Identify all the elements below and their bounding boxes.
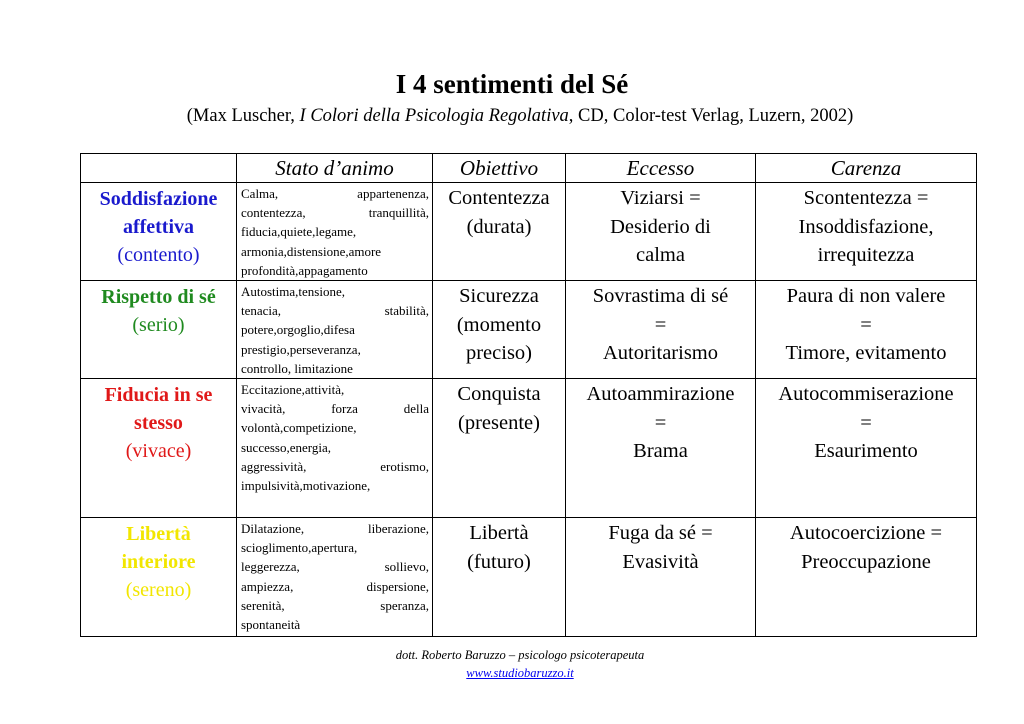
obiettivo-cell (433, 183, 566, 281)
carenza-line: Esaurimento (814, 440, 918, 463)
subtitle-author: (Max Luscher, (186, 106, 300, 126)
eccesso-line: Autoritarismo (602, 342, 718, 365)
stato-animo-line: ampiezza, dispersione, (241, 578, 429, 594)
feelings-table (80, 153, 977, 637)
stato-animo-line: Dilatazione, liberazione, (241, 521, 429, 537)
stato-animo-line: serenità, speranza, (241, 597, 429, 613)
eccesso-line: calma (636, 244, 685, 266)
feeling-name-line: interiore (121, 551, 196, 574)
row-feeling-cell (81, 379, 237, 518)
carenza-line: Autocommiserazione (778, 383, 954, 406)
footer-website-link[interactable]: www.studiobaruzzo.it (466, 666, 574, 680)
feeling-mood: (serio) (132, 314, 185, 337)
carenza-cell (756, 379, 977, 518)
stato-animo-line: armonia,distensione,amore (241, 243, 382, 259)
carenza-line: Timore, evitamento (785, 342, 947, 365)
eccesso-cell (566, 518, 756, 637)
subtitle-publisher: , CD, Color-test Verlag, Luzern, 2002) (568, 106, 854, 126)
eccesso-line: Autoammirazione (586, 383, 735, 406)
feeling-name-line: Fiducia in se (104, 384, 213, 407)
obiettivo-line: (durata) (466, 215, 532, 238)
stato-animo-line: leggerezza, sollievo, (241, 559, 429, 575)
table-row (81, 281, 977, 379)
stato-animo-line: impulsività,motivazione, (241, 478, 371, 494)
header-cell-obiettivo: Obiettivo (433, 154, 566, 183)
stato-animo-line: vivacità, forza della (241, 401, 429, 417)
table-header-row (81, 154, 977, 183)
table-row (81, 379, 977, 518)
carenza-line: = (860, 313, 872, 336)
carenza-line: Insoddisfazione, (798, 215, 934, 238)
stato-animo-line: Autostima,tensione, (241, 284, 345, 300)
carenza-line: = (860, 411, 872, 434)
carenza-line: Autocoercizione = (789, 522, 943, 545)
stato-animo-line: Eccitazione,attività, (241, 382, 345, 398)
eccesso-cell (566, 379, 756, 518)
header-cell-stato: Stato d’animo (237, 154, 433, 183)
subtitle-book-title: I Colori della Psicologia Regolativa (299, 106, 569, 126)
row-feeling-cell (81, 183, 237, 281)
header-cell-carenza: Carenza (756, 154, 977, 183)
stato-animo-line: spontaneità (241, 617, 301, 633)
obiettivo-line: Contentezza (448, 187, 550, 209)
obiettivo-line: Conquista (457, 383, 541, 406)
feeling-mood: (contento) (117, 244, 200, 266)
row-feeling-cell (81, 281, 237, 379)
stato-animo-line: contentezza, tranquillità, (241, 205, 429, 221)
obiettivo-line: Libertà (469, 522, 529, 545)
table-row (81, 518, 977, 637)
stato-animo-cell (237, 518, 433, 637)
stato-animo-line: potere,orgoglio,difesa (241, 322, 355, 338)
obiettivo-cell (433, 379, 566, 518)
feeling-name-line: Soddisfazione (99, 188, 218, 210)
page-title: I 4 sentimenti del Sé (395, 69, 629, 99)
carenza-cell (756, 518, 977, 637)
carenza-line: Preoccupazione (801, 550, 931, 573)
page-subtitle (0, 104, 1024, 128)
carenza-line: irrequitezza (817, 244, 915, 266)
eccesso-line: Desiderio di (610, 215, 711, 238)
eccesso-line: Brama (633, 440, 688, 463)
row-feeling-cell (81, 518, 237, 637)
eccesso-cell (566, 183, 756, 281)
obiettivo-line: (presente) (458, 411, 540, 434)
eccesso-line: Fuga da sé = (608, 522, 713, 545)
feeling-mood: (sereno) (125, 579, 192, 602)
stato-animo-cell (237, 379, 433, 518)
eccesso-cell (566, 281, 756, 379)
obiettivo-line: Sicurezza (459, 285, 539, 308)
stato-animo-line: tenacia, stabilità, (241, 303, 429, 319)
stato-animo-line: scioglimento,apertura, (241, 540, 358, 556)
stato-animo-line: Calma, appartenenza, (241, 186, 429, 201)
obiettivo-line: (momento (456, 313, 542, 336)
feeling-mood: (vivace) (125, 440, 192, 463)
stato-animo-line: prestigio,perseveranza, (241, 341, 361, 357)
stato-animo-cell (237, 281, 433, 379)
obiettivo-line: (futuro) (467, 550, 531, 573)
obiettivo-line: preciso) (465, 342, 533, 365)
stato-animo-line: fiducia,quiete,legame, (241, 224, 357, 240)
carenza-cell (756, 183, 977, 281)
header-cell-empty (81, 154, 237, 183)
carenza-line: Paura di non valere (786, 285, 946, 308)
obiettivo-cell (433, 281, 566, 379)
footer-author: dott. Roberto Baruzzo – psicologo psicoterapeuta (395, 648, 645, 662)
stato-animo-line: aggressività, erotismo, (241, 458, 429, 474)
table-row (81, 183, 977, 281)
carenza-line: Scontentezza = (803, 187, 929, 209)
eccesso-line: Evasività (622, 550, 699, 573)
stato-animo-line: controllo, limitazione (241, 360, 353, 376)
stato-animo-line: volontà,competizione, (241, 420, 357, 436)
obiettivo-cell (433, 518, 566, 637)
carenza-cell (756, 281, 977, 379)
eccesso-line: Viziarsi = (620, 187, 701, 209)
page-footer (0, 646, 1024, 682)
feeling-name-line: Libertà (126, 523, 191, 546)
eccesso-line: Sovrastima di sé (592, 285, 729, 308)
stato-animo-line: successo,energia, (241, 439, 332, 455)
eccesso-line: = (654, 411, 667, 434)
feeling-name-line: affettiva (122, 216, 195, 238)
eccesso-line: = (654, 313, 667, 336)
stato-animo-cell (237, 183, 433, 281)
header-cell-eccesso: Eccesso (566, 154, 756, 183)
feeling-name-line: Rispetto di sé (101, 286, 216, 309)
stato-animo-line: profondità,appagamento (241, 262, 368, 278)
feeling-name-line: stesso (134, 412, 183, 435)
